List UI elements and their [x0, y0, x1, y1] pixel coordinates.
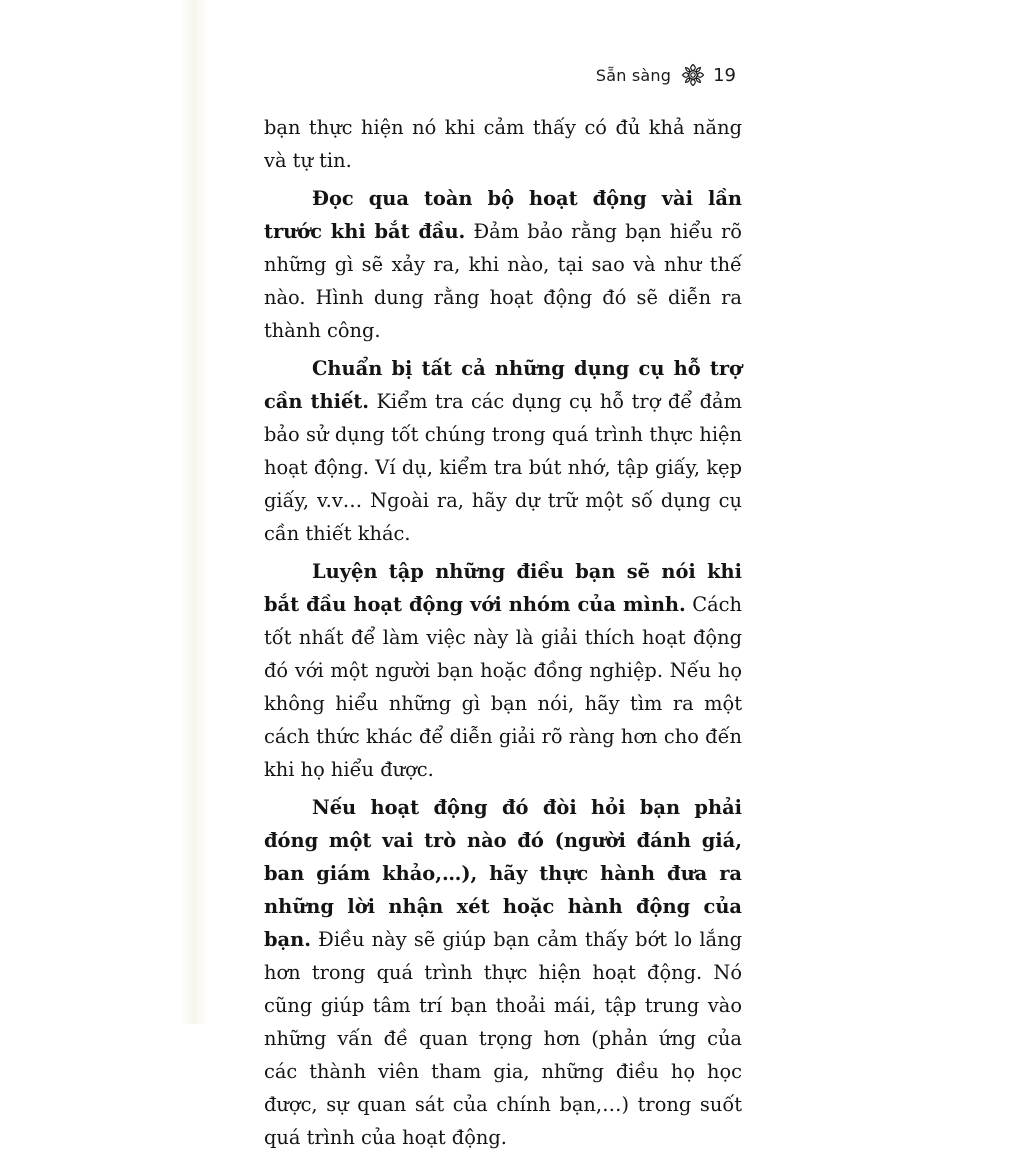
- body-text: [264, 111, 742, 1159]
- paragraph-continuation: [264, 111, 742, 177]
- paragraph-read-through: [264, 182, 742, 347]
- paragraph-text: Đảm bảo rằng bạn hiểu rõ những gì sẽ xảy ra, khi nào, tại sao và như thế nào. Hình dung rằng hoạt động đó sẽ diễn ra thành công.: [264, 220, 742, 342]
- chapter-title: Sẵn sàng: [595, 65, 672, 85]
- paragraph-practice-speech: [264, 555, 742, 786]
- paragraph-lead-bold: Luyện tập những điều bạn sẽ nói khi bắt đầu hoạt động với nhóm của mình.: [264, 560, 742, 616]
- paragraph-prepare-tools: [264, 352, 742, 550]
- page-number: 19: [713, 64, 736, 86]
- running-header: [596, 62, 736, 88]
- paragraph-text: Điều này sẽ giúp bạn cảm thấy bớt lo lắng hơn trong quá trình thực hiện hoạt động. Nó cũng giúp tâm trí bạn thoải mái, tập trung vào những vấn đề quan trọng hơn (phản ứng của các thành viên tham gia, những điều họ học được, sự quan sát của chính bạn,…) trong suốt quá trình của hoạt động.: [264, 928, 742, 1149]
- paragraph-lead-bold: Chuẩn bị tất cả những dụng cụ hỗ trợ cần thiết.: [264, 357, 742, 413]
- page-edge-shadow: [180, 0, 208, 1024]
- paragraph-lead-bold: Nếu hoạt động đó đòi hỏi bạn phải đóng một vai trò nào đó (người đánh giá, ban giám khảo,…), hãy thực hành đưa ra những lời nhận xét hoặc hành động của bạn.: [264, 796, 742, 951]
- paragraph-practice-role: [264, 791, 742, 1154]
- paragraph-text: Kiểm tra các dụng cụ hỗ trợ để đảm bảo sử dụng tốt chúng trong quá trình thực hiện hoạt động. Ví dụ, kiểm tra bút nhớ, tập giấy, kẹp giấy, v.v… Ngoài ra, hãy dự trữ một số dụng cụ cần thiết khác.: [264, 390, 742, 545]
- paragraph-text: Cách tốt nhất để làm việc này là giải thích hoạt động đó với một người bạn hoặc đồng nghiệp. Nếu họ không hiểu những gì bạn nói, hãy tìm ra một cách thức khác để diễn giải rõ ràng hơn cho đến khi họ hiểu được.: [264, 593, 742, 781]
- paragraph-text: bạn thực hiện nó khi cảm thấy có đủ khả năng và tự tin.: [264, 116, 742, 172]
- flower-ornament-icon: [680, 62, 706, 88]
- paragraph-lead-bold: Đọc qua toàn bộ hoạt động vài lần trước khi bắt đầu.: [264, 187, 742, 243]
